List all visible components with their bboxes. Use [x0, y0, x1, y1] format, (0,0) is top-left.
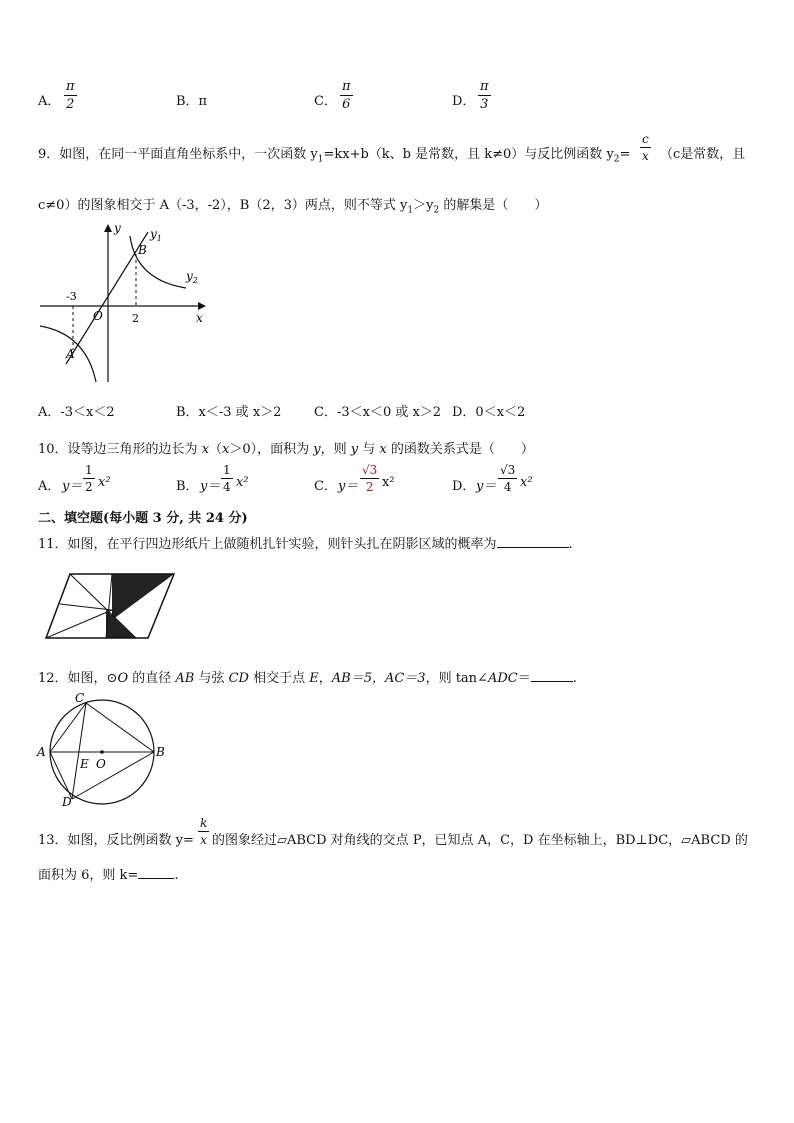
q12-label-b: B	[156, 745, 165, 759]
q9-stem-line1: 9．如图，在同一平面直角坐标系中，一次函数 $y_1=kx+b(k$、b 是常数，且 k≠0）与反比例函数 $y_2=$	[38, 147, 631, 165]
q11-stem: 11．如图，在平行四边形纸片上做随机扎针实验，则针头扎在阴影区域的概率为 .	[38, 537, 573, 552]
q8-option-a-label: A．	[38, 94, 61, 109]
section-2-title: 二、填空题(每小题 3 分, 共 24 分)	[38, 511, 248, 526]
q11-answer-blank	[497, 547, 569, 548]
q9-label-b: B	[138, 243, 147, 257]
q12-label-d: D	[62, 795, 72, 809]
q13-fraction-k-over-x: $\frac{k}{x}$	[200, 816, 208, 847]
q11-parallelogram-figure	[44, 568, 184, 640]
q9-label-y: y	[114, 221, 121, 235]
q12-label-c: C	[75, 691, 85, 705]
q13-stem-start: 13．如图，反比例函数 y=	[38, 833, 194, 848]
q9-label-x: x	[196, 311, 203, 325]
q9-tick-2: 2	[132, 312, 139, 325]
q9-label-y1: $y_1$	[150, 227, 162, 243]
q9-fraction-c-over-x: $\frac{c}{x}$	[641, 132, 649, 163]
q8-option-c-fraction: $\frac{\pi}{6}$	[342, 79, 351, 112]
q8-option-d-label: D．	[452, 94, 476, 109]
q8-option-d-fraction: $\frac{\pi}{3}$	[480, 79, 489, 112]
q12-circle-figure	[34, 690, 174, 810]
q9-x-axis-arrow	[198, 302, 206, 310]
q9-option-c: C．-3＜x＜0 或 x＞2	[314, 405, 442, 420]
q12-chord-cb	[86, 703, 154, 752]
q12-stem: 12．如图，⊙O 的直径 AB 与弦 CD 相交于点 E，AB＝5，AC＝3，则 tan∠ADC＝ .	[38, 671, 577, 686]
q12-label-a: A	[37, 745, 46, 759]
q9-option-a: A．-3＜x＜2	[38, 405, 115, 420]
q12-center-dot	[100, 750, 104, 754]
q10-stem: 10．设等边三角形的边长为 x（x＞0），面积为 y，则 y 与 x 的函数关系式是（ ）	[38, 442, 534, 457]
q12-label-o: O	[96, 757, 106, 771]
q12-chord-ac	[50, 703, 86, 752]
q13-stem-rest: 的图象经过▱ABCD 对角线的交点 P，已知点 A，C，D 在坐标轴上，BD⊥DC，▱ABCD 的	[212, 833, 748, 848]
q9-tick-neg3: -3	[66, 290, 77, 303]
q8-option-c-label: C．	[314, 94, 337, 109]
q9-y-axis-arrow	[104, 224, 112, 232]
q9-label-a: A	[66, 347, 75, 361]
q12-chord-ad	[50, 752, 72, 799]
q13-answer-blank	[138, 878, 174, 879]
q12-label-e: E	[80, 757, 89, 771]
q9-option-b: B．x＜-3 或 x＞2	[176, 405, 282, 420]
q9-label-o: O	[93, 309, 103, 323]
q12-chord-cd	[72, 703, 86, 799]
q8-option-a-fraction: $\frac{\pi}{2}$	[66, 79, 75, 112]
q9-graph	[36, 222, 216, 387]
q9-stem-line1-end: （c是常数，且	[660, 147, 746, 162]
q9-label-y2: $y_2$	[186, 269, 198, 285]
q9-option-d: D．0＜x＜2	[452, 405, 526, 420]
q12-answer-blank	[531, 681, 573, 682]
q8-option-b: B．π	[176, 94, 208, 109]
q9-stem-line2: c≠0）的图象相交于 A（-3，-2），B（2，3）两点，则不等式 $y_1>y_2$ 的解集是（ ）	[38, 198, 548, 216]
q13-stem-line2: 面积为 6，则 k= .	[38, 868, 179, 883]
